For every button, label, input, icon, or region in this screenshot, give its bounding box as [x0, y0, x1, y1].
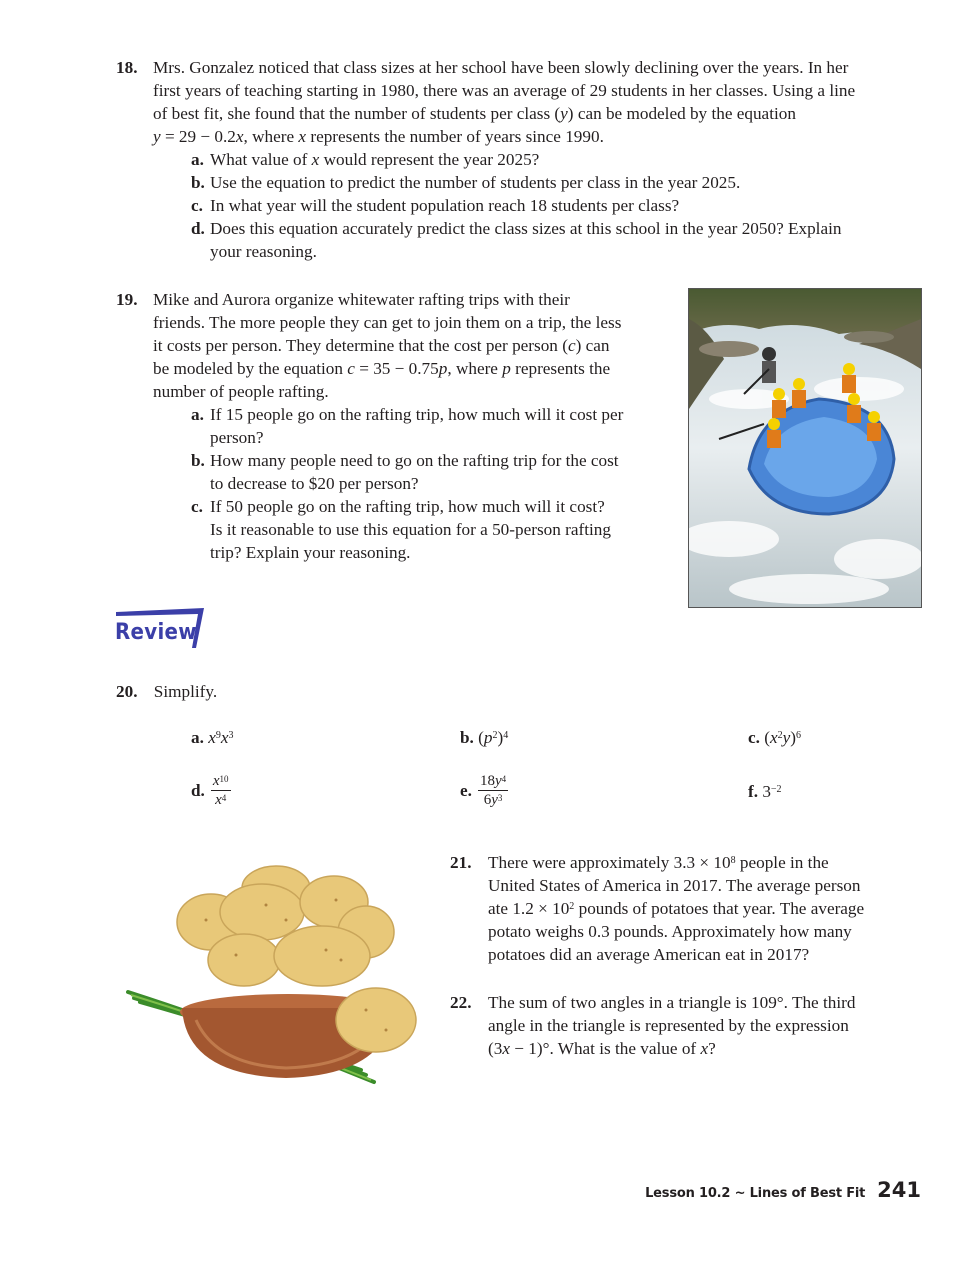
potatoes-bowl-illustration [126, 860, 426, 1090]
fraction: $\frac{x^{10}}{x^4}$ [212, 773, 229, 808]
text-line: Mrs. Gonzalez noticed that class sizes at her school have been slowly declining over the years. In her [153, 58, 849, 77]
rafting-photo [688, 288, 922, 608]
text-line: of best fit, she found that the number of students per class (y) can be modeled by the equation [153, 104, 796, 123]
sub-question-c: c. If 50 people go on the rafting trip, how much will it cost? Is it reasonable to use this equation for a 50-person rafting trip? Explain your reasoning. [191, 497, 611, 562]
text-line: friends. The more people they can get to join them on a trip, the less [153, 313, 622, 332]
question-number: 20. [116, 682, 138, 701]
sub-question-a: a. What value of x would represent the year 2025? [191, 150, 540, 169]
problem-20a: a. $x^9x^3$ [191, 728, 234, 747]
lesson-title: Lesson 10.2 ~ Lines of Best Fit [645, 1186, 866, 1201]
review-title: Review [115, 620, 197, 645]
question-22 [450, 991, 920, 1060]
text-line: United States of America in 2017. The average person [488, 876, 861, 895]
text-line: angle in the triangle is represented by the expression [488, 1016, 849, 1035]
text-line: first years of teaching starting in 1980, there was an average of 29 students in her classes. Using a line [153, 81, 856, 100]
question-number: 21. [450, 853, 472, 872]
question-20 [116, 680, 936, 703]
problem-20f: f. $3^{-2}$ [748, 782, 782, 801]
question-number: 19. [116, 290, 138, 309]
text-line: potatoes did an average American eat in 2017? [488, 945, 810, 964]
sub-question-d: d. Does this equation accurately predict the class sizes at this school in the year 2050? Explain your reasoning. [191, 219, 842, 261]
question-19 [116, 288, 681, 564]
equation-line: y = 29 − 0.2x, where x represents the number of years since 1990. [153, 127, 604, 146]
potatoes-image [126, 860, 426, 1090]
text-line: ate $1.2 \times 10^2$ pounds of potatoes that year. The average [488, 899, 865, 918]
text-line: Mike and Aurora organize whitewater rafting trips with their [153, 290, 570, 309]
page-footer [645, 1178, 921, 1202]
text-line: (3x − 1)°. What is the value of x? [488, 1039, 716, 1058]
fraction: $\frac{18y^4}{6y^3}$ [479, 773, 507, 808]
text-line: it costs per person. They determine that the cost per person (c) can [153, 336, 610, 355]
prompt: Simplify. [153, 682, 218, 701]
sub-question-c: c. In what year will the student population reach 18 students per class? [191, 196, 680, 215]
question-21 [450, 851, 920, 966]
review-header [114, 606, 206, 650]
page-number: 241 [877, 1178, 921, 1202]
question-number: 18. [116, 58, 138, 77]
problem-20e: e. $\frac{18y^4}{6y^3}$ [460, 773, 507, 808]
problem-20b: b. $(p^2)^4$ [460, 728, 509, 747]
sub-question-b: b. Use the equation to predict the number of students per class in the year 2025. [191, 173, 741, 192]
text-line: The sum of two angles in a triangle is 109°. The third [488, 993, 856, 1012]
problem-20c: c. $(x^2y)^6$ [748, 728, 801, 747]
rafting-illustration [689, 289, 921, 607]
problem-20d: d. $\frac{x^{10}}{x^4}$ [191, 773, 229, 808]
sub-question-b: b. How many people need to go on the rafting trip for the cost to decrease to $20 per person? [191, 451, 619, 493]
sub-question-a: a. If 15 people go on the rafting trip, how much will it cost per person? [191, 405, 624, 447]
equation-line: be modeled by the equation c = 35 − 0.75p, where p represents the [153, 359, 611, 378]
question-18 [116, 56, 936, 263]
text-line: potato weighs 0.3 pounds. Approximately how many [488, 922, 852, 941]
text-line: number of people rafting. [153, 382, 329, 401]
text-line: There were approximately $3.3 \times 10^8$ people in the [488, 853, 829, 872]
question-number: 22. [450, 993, 472, 1012]
